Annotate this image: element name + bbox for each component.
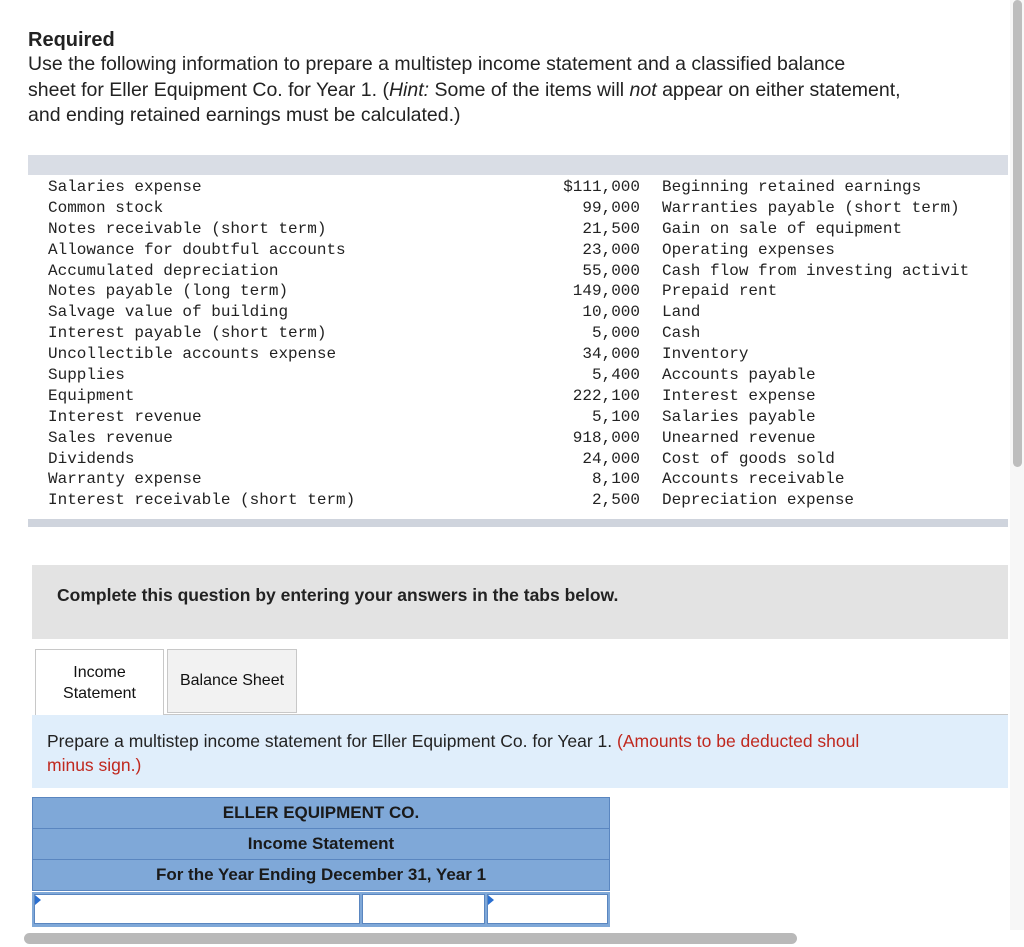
- input-marker-icon: [488, 895, 494, 905]
- left-account-amounts: [528, 177, 640, 511]
- horizontal-scroll-thumb[interactable]: [24, 933, 797, 944]
- account-amount: 2,500: [591, 491, 640, 510]
- account-amount: 918,000: [572, 428, 640, 447]
- account-amount: 21,500: [582, 219, 640, 238]
- table-bottom-band: [28, 519, 1008, 527]
- account-name: Depreciation expense: [662, 491, 855, 510]
- table-top-band: [28, 155, 1008, 175]
- right-account-names: [662, 177, 969, 511]
- account-amount: 55,000: [582, 261, 640, 280]
- instruction-panel: [32, 715, 1008, 788]
- account-input[interactable]: [34, 894, 360, 924]
- prompt-text: Complete this question by entering your answers in the tabs below.: [57, 585, 619, 605]
- account-name: Interest expense: [662, 386, 816, 405]
- account-amount: 23,000: [582, 240, 640, 259]
- required-instructions: Use the following information to prepare a multistep income statement and a classified balance sheet for Eller Equipment Co. for Year 1. (Hint: Some of the items will not appear on either statement, and ending retained earnings must be calculated.): [28, 53, 901, 126]
- left-account-names: [48, 177, 355, 511]
- account-name: Operating expenses: [662, 240, 835, 259]
- account-name: Salvage value of building: [48, 303, 289, 322]
- account-name: Accounts receivable: [662, 470, 845, 489]
- vertical-scroll-thumb[interactable]: [1013, 0, 1022, 467]
- account-name: Salaries expense: [48, 178, 202, 196]
- account-name: Beginning retained earnings: [662, 178, 922, 196]
- tab-balance-sheet[interactable]: Balance Sheet: [167, 649, 297, 713]
- account-name: Supplies: [48, 366, 125, 385]
- question-prompt: [32, 565, 1008, 639]
- account-name: Uncollectible accounts expense: [48, 345, 337, 364]
- account-amount: $111,000: [563, 178, 640, 196]
- account-name: Cash flow from investing activit: [662, 261, 970, 280]
- account-name: Cash: [662, 324, 701, 343]
- account-amount: 5,400: [591, 366, 640, 385]
- statement-period: For the Year Ending December 31, Year 1: [32, 859, 610, 891]
- account-name: Warranty expense: [48, 470, 202, 489]
- required-section: [28, 28, 1013, 129]
- account-name: Common stock: [48, 198, 164, 217]
- statement-input-row: [32, 892, 610, 927]
- account-name: Accounts payable: [662, 366, 816, 385]
- account-amount: 34,000: [582, 345, 640, 364]
- input-marker-icon: [35, 895, 41, 905]
- account-name: Notes payable (long term): [48, 282, 289, 301]
- required-heading: Required: [28, 29, 115, 51]
- total-input[interactable]: [487, 894, 608, 924]
- account-name: Sales revenue: [48, 428, 173, 447]
- account-name: Interest receivable (short term): [48, 491, 356, 510]
- account-amount: 24,000: [582, 449, 640, 468]
- account-name: Accumulated depreciation: [48, 261, 279, 280]
- account-name: Prepaid rent: [662, 282, 778, 301]
- account-amount: 5,000: [591, 324, 640, 343]
- account-amount: 149,000: [572, 282, 640, 301]
- account-name: Cost of goods sold: [662, 449, 835, 468]
- account-name: Gain on sale of equipment: [662, 219, 903, 238]
- account-amount: 8,100: [591, 470, 640, 489]
- account-name: Interest payable (short term): [48, 324, 327, 343]
- account-amount: 10,000: [582, 303, 640, 322]
- account-name: Dividends: [48, 449, 135, 468]
- account-name: Allowance for doubtful accounts: [48, 240, 346, 259]
- instruction-text: Prepare a multistep income statement for Eller Equipment Co. for Year 1. (Amounts to be deducted shoul minus sign.): [47, 731, 860, 775]
- amount-input[interactable]: [362, 894, 485, 924]
- tab-income-statement[interactable]: Income Statement: [35, 649, 164, 717]
- account-amount: 222,100: [572, 386, 640, 405]
- account-amount: 99,000: [582, 198, 640, 217]
- account-amount: 5,100: [591, 407, 640, 426]
- statement-title: Income Statement: [32, 828, 610, 859]
- account-name: Warranties payable (short term): [662, 198, 960, 217]
- company-name: ELLER EQUIPMENT CO.: [32, 797, 610, 828]
- account-name: Inventory: [662, 345, 749, 364]
- account-data-table: [28, 155, 1008, 527]
- income-statement-header: [32, 797, 610, 891]
- account-name: Unearned revenue: [662, 428, 816, 447]
- account-name: Notes receivable (short term): [48, 219, 327, 238]
- account-name: Land: [662, 303, 701, 322]
- account-name: Interest revenue: [48, 407, 202, 426]
- account-name: Equipment: [48, 386, 135, 405]
- account-name: Salaries payable: [662, 407, 816, 426]
